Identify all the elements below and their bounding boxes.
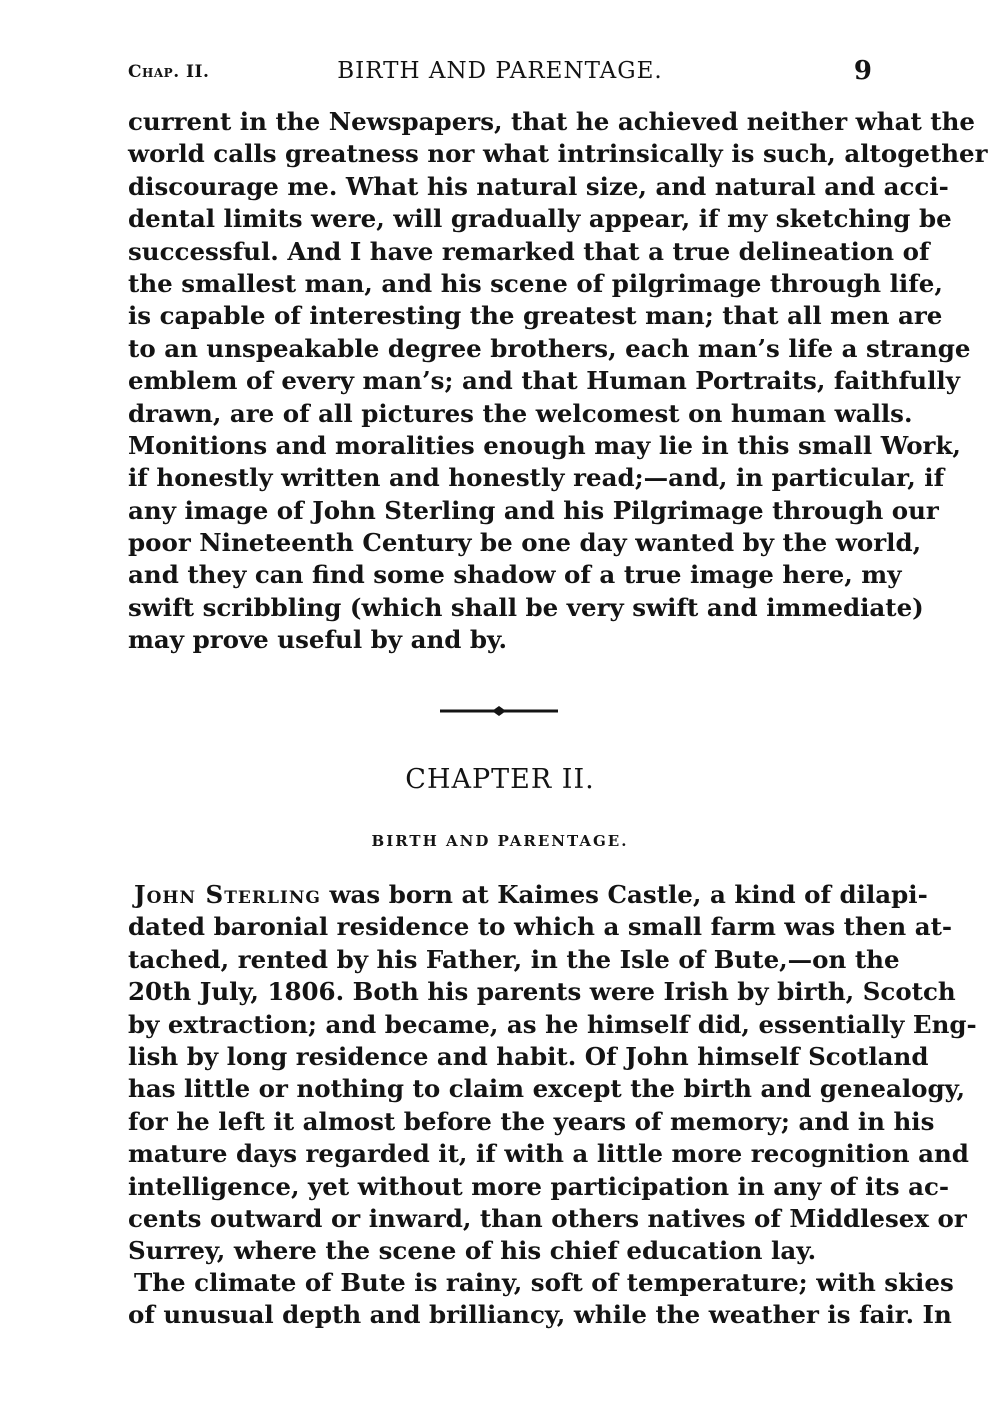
page-number: 9 (853, 56, 872, 86)
text-line: the smallest man, and his scene of pilgrimage through life, (128, 268, 943, 298)
text-line: dated baronial residence to which a small farm was then at- (128, 912, 953, 942)
chapter-paragraph-two (128, 1267, 954, 1332)
text-line: of unusual depth and brilliancy, while the weather is fair. In (128, 1300, 952, 1330)
text-line: is capable of interesting the greatest man; that all men are (128, 301, 943, 331)
intro-paragraph (128, 106, 988, 657)
opening-line-rest: was born at Kaimes Castle, a kind of dilapi- (320, 880, 928, 909)
text-line: dental limits were, will gradually appear, if my sketching be (128, 204, 952, 234)
text-line: successful. And I have remarked that a true delineation of (128, 236, 930, 266)
text-line: if honestly written and honestly read;—and, in particular, if (128, 463, 945, 493)
chapter-title: CHAPTER II. (405, 764, 595, 795)
chapter-paragraph-one (128, 879, 977, 1268)
text-line: drawn, are of all pictures the welcomest on human walls. (128, 398, 913, 428)
text-line: discourage me. What his natural size, and natural and acci- (128, 171, 949, 201)
chapter-reference: Chap. II. (128, 62, 210, 82)
text-line: swift scribbling (which shall be very swift and immediate) (128, 592, 924, 622)
text-line: tached, rented by his Father, in the Isle of Bute,—on the (128, 944, 900, 974)
text-line-opening (128, 879, 928, 911)
text-line: by extraction; and became, as he himself did, essentially Eng- (128, 1009, 977, 1039)
running-title: BIRTH AND PARENTAGE. (337, 58, 663, 84)
text-line: world calls greatness nor what intrinsically is such, altogether (128, 139, 988, 169)
section-divider-ornament (440, 703, 558, 719)
text-line: emblem of every man’s; and that Human Portraits, faithfully (128, 366, 960, 396)
text-line: current in the Newspapers, that he achieved neither what the (128, 107, 976, 136)
text-line: for he left it almost before the years of memory; and in his (128, 1106, 935, 1136)
text-line: Surrey, where the scene of his chief education lay. (128, 1236, 817, 1266)
running-head (128, 58, 872, 88)
text-line: intelligence, yet without more participation in any of its ac- (128, 1171, 950, 1201)
text-line: may prove useful by and by. (128, 625, 508, 655)
text-line: mature days regarded it, if with a little more recognition and (128, 1139, 969, 1169)
text-line: to an unspeakable degree brothers, each man’s life a strange (128, 333, 971, 363)
chapter-subtitle: BIRTH AND PARENTAGE. (371, 832, 629, 850)
text-line: and they can find some shadow of a true image here, my (128, 560, 902, 590)
text-line: The climate of Bute is rainy, soft of temperature; with skies (134, 1268, 954, 1297)
text-line: cents outward or inward, than others natives of Middlesex or (128, 1203, 967, 1233)
text-line: poor Nineteenth Century be one day wanted by the world, (128, 528, 922, 558)
text-line: lish by long residence and habit. Of John himself Scotland (128, 1041, 929, 1071)
opening-name: John Sterling (134, 880, 321, 909)
text-line: 20th July, 1806. Both his parents were Irish by birth, Scotch (128, 977, 956, 1007)
text-line: any image of John Sterling and his Pilgrimage through our (128, 495, 939, 525)
text-line: Monitions and moralities enough may lie in this small Work, (128, 430, 961, 460)
text-line: has little or nothing to claim except the birth and genealogy, (128, 1074, 966, 1104)
